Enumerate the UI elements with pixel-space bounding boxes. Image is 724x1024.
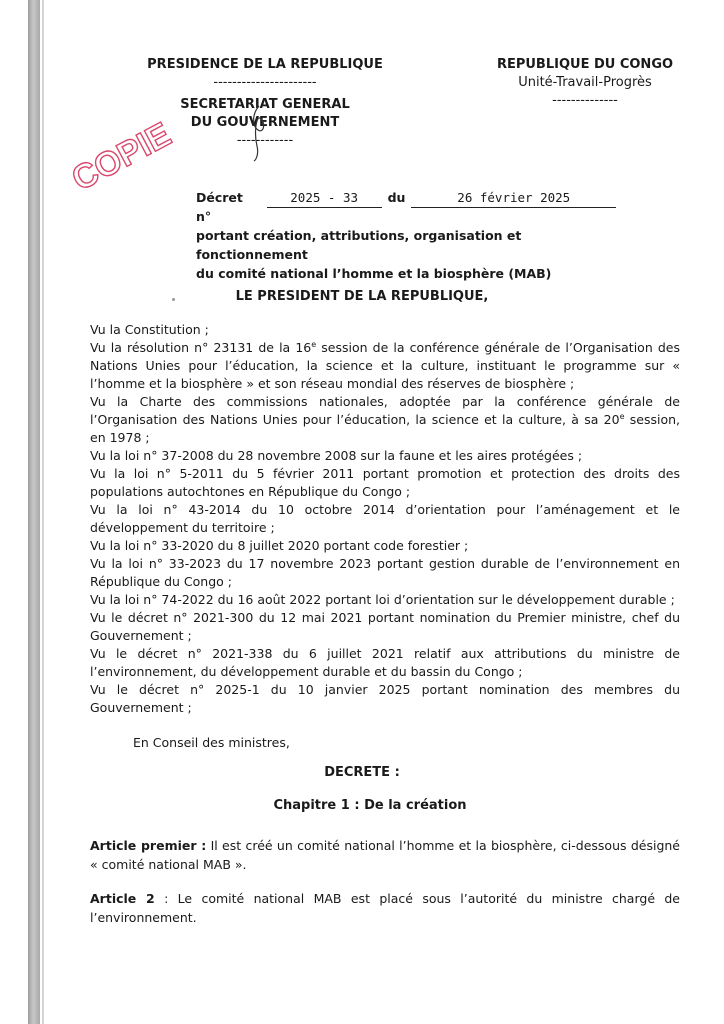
header-left-dashes-2: ------------ <box>236 133 294 148</box>
visa-7: Vu la loi n° 33-2020 du 8 juillet 2020 portant code forestier ; <box>90 538 469 553</box>
decree-du: du <box>387 190 406 205</box>
header-left-dashes-1: ---------------------- <box>213 75 317 90</box>
visa-12: Vu le décret n° 2025-1 du 10 janvier 2025 portant nomination des membres du Gouvernement ; <box>90 682 680 715</box>
visa-2: Vu la résolution n° 23131 de la 16e session de la conférence générale de l’Organisation des Nations Unies pour l’éducation, la science et la culture, instituant le programme sur « l’homme et la biosphère » et son réseau mondial des réserves de biosphère ; <box>90 339 680 391</box>
decree-header <box>196 188 616 283</box>
decrete-heading: DECRETE : <box>324 765 400 780</box>
visa-1: Vu la Constitution ; <box>90 322 209 337</box>
chapter-heading: Chapitre 1 : De la création <box>273 798 467 813</box>
scan-edge <box>28 0 40 1024</box>
decree-subject-1: portant création, attributions, organisation et fonctionnement <box>196 228 522 262</box>
visa-8: Vu la loi n° 33-2023 du 17 novembre 2023 portant gestion durable de l’environnement en République du Congo ; <box>90 556 680 589</box>
secretariat-title: SECRETARIAT GENERAL <box>180 97 350 112</box>
signature-mark <box>248 104 270 162</box>
header-right-dashes: -------------- <box>552 93 618 108</box>
conseil-line: En Conseil des ministres, <box>133 735 290 750</box>
devise: Unité-Travail-Progrès <box>518 75 652 90</box>
visa-9: Vu la loi n° 74-2022 du 16 août 2022 portant loi d’orientation sur le développement durable ; <box>90 592 675 607</box>
article-2-label: Article 2 <box>90 891 155 906</box>
article-premier <box>90 836 680 874</box>
article-premier-label: Article premier : <box>90 838 207 853</box>
decree-number: 2025 - 33 <box>267 188 382 208</box>
stamp-text: COPIE <box>65 115 178 199</box>
presidence-title: PRESIDENCE DE LA REPUBLIQUE <box>147 57 383 72</box>
header-right <box>480 56 690 110</box>
visa-3: Vu la Charte des commissions nationales, adoptée par la conférence générale de l’Organisation des Nations Unies pour l’éducation, la science et la culture, à sa 20e session, en 1978 ; <box>90 394 681 445</box>
article-premier-text: Il est créé un comité national l’homme et la biosphère, ci-dessous désigné « comité national MAB ». <box>90 838 680 872</box>
visas-block <box>90 321 680 717</box>
president-heading: LE PRESIDENT DE LA REPUBLIQUE, <box>235 289 489 304</box>
visa-10: Vu le décret n° 2021-300 du 12 mai 2021 portant nomination du Premier ministre, chef du Gouvernement ; <box>90 610 680 643</box>
republique-title: REPUBLIQUE DU CONGO <box>496 57 674 72</box>
article-2-text: : Le comité national MAB est placé sous l’autorité du ministre chargé de l’environnement. <box>90 891 680 925</box>
decree-subject-2: du comité national l’homme et la biosphère (MAB) <box>196 266 552 281</box>
copie-stamp <box>55 102 187 210</box>
decree-prefix: Décret n° <box>196 190 243 224</box>
article-2 <box>90 889 680 927</box>
scan-edge-line <box>42 0 44 1024</box>
visa-4: Vu la loi n° 37-2008 du 28 novembre 2008 sur la faune et les aires protégées ; <box>90 448 583 463</box>
gouvernement-title: DU GOUVERNEMENT <box>190 115 340 130</box>
decree-date: 26 février 2025 <box>411 188 616 208</box>
visa-6: Vu la loi n° 43-2014 du 10 octobre 2014 d’orientation pour l’aménagement et le développement du territoire ; <box>90 502 680 535</box>
visa-5: Vu la loi n° 5-2011 du 5 février 2011 portant promotion et protection des droits des populations autochtones en République du Congo ; <box>90 466 680 499</box>
visa-11: Vu le décret n° 2021-338 du 6 juillet 2021 relatif aux attributions du ministre de l’environnement, du développement durable et du bassin du Congo ; <box>90 646 680 679</box>
